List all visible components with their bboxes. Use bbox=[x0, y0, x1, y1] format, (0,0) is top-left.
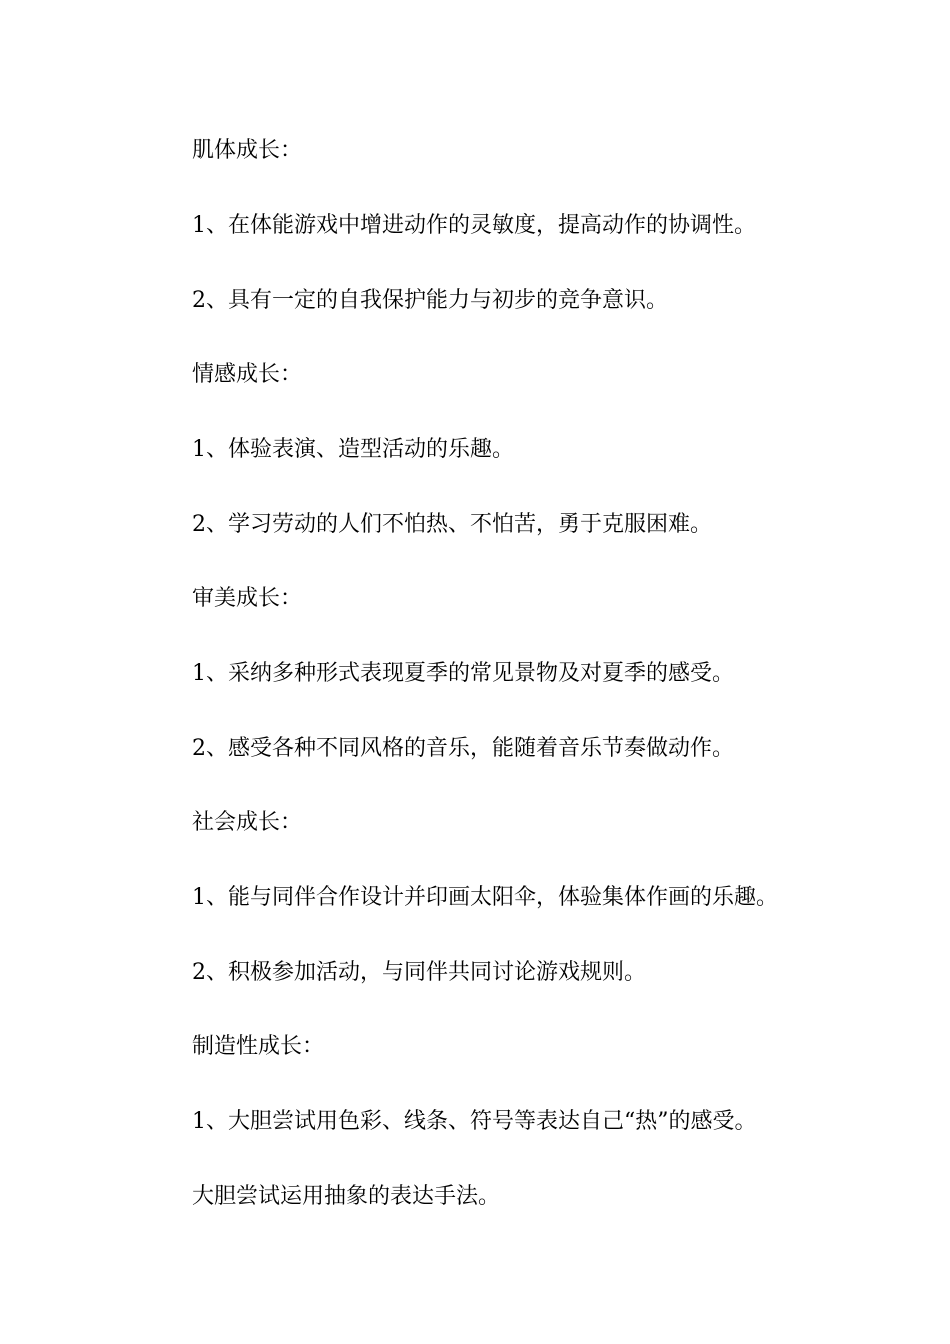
paragraph-line: 2、具有一定的自我保护能力与初步的竞争意识。 bbox=[192, 288, 668, 313]
paragraph-line: 1、大胆尝试用色彩、线条、符号等表达自己“热”的感受。 bbox=[192, 1109, 757, 1134]
paragraph-line: 大胆尝试运用抽象的表达手法。 bbox=[192, 1184, 501, 1209]
section-heading-aesthetic: 审美成长： bbox=[192, 586, 303, 611]
paragraph-line: 2、感受各种不同风格的音乐，能随着音乐节奏做动作。 bbox=[192, 736, 734, 761]
section-heading-creativity: 制造性成长： bbox=[192, 1034, 325, 1059]
paragraph-line: 1、在体能游戏中增进动作的灵敏度，提高动作的协调性。 bbox=[192, 213, 756, 238]
paragraph-line: 2、积极参加活动，与同伴共同讨论游戏规则。 bbox=[192, 960, 646, 985]
paragraph-line: 1、采纳多种形式表现夏季的常见景物及对夏季的感受。 bbox=[192, 661, 734, 686]
section-heading-physical: 肌体成长： bbox=[192, 138, 303, 163]
section-heading-emotion: 情感成长： bbox=[192, 362, 303, 387]
paragraph-line: 1、体验表演、造型活动的乐趣。 bbox=[192, 437, 514, 462]
paragraph-line: 2、学习劳动的人们不怕热、不怕苦，勇于克服困难。 bbox=[192, 512, 712, 537]
section-heading-social: 社会成长： bbox=[192, 810, 303, 835]
paragraph-line: 1、能与同伴合作设计并印画太阳伞，体验集体作画的乐趣。 bbox=[192, 885, 778, 910]
